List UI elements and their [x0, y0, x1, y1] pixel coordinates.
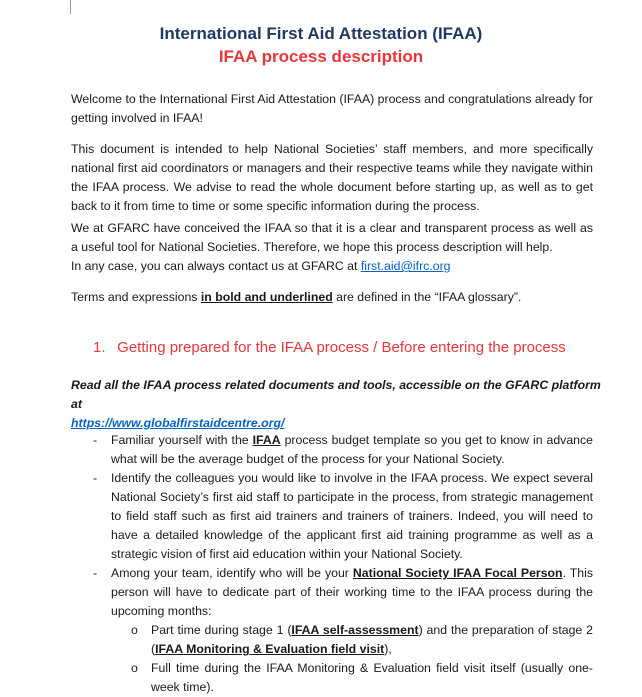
section-1-lead-text: Read all the IFAA process related documents and tools, accessible on the GFARC platform at — [71, 378, 601, 411]
self-assessment-term: IFAA self-assessment — [291, 623, 419, 637]
sub1-text-pre: Part time during stage 1 ( — [151, 623, 292, 637]
sub1-text-mid: ) and the preparation of stage 2 ( — [151, 623, 593, 656]
preparation-list — [93, 431, 593, 697]
section-1-title: Getting prepared for the IFAA process / Before entering the process — [117, 339, 566, 356]
b2-text: Identify the colleagues you would like to involve in the IFAA process. We expect several National Society’s first aid staff to participate in the process, from strategic management to field staff such as first aid trainers and trainers of trainers. Indeed, you will need to have a detailed knowledge of the applicant first aid training programme as well as a strategic vision of first aid education within your National Society. — [111, 471, 593, 561]
circle-bullet-icon: o — [131, 661, 138, 675]
sub-list-item — [111, 659, 593, 697]
document-title: International First Aid Attestation (IFAA) — [159, 24, 483, 43]
document-subtitle: IFAA process description — [218, 47, 424, 66]
b3-text-pre: Among your team, identify who will be your — [111, 566, 353, 580]
gfarc-paragraph-line: We at GFARC have conceived the IFAA so that it is a clear and transparent process as well as a useful tool for National Societies. Therefore, we hope this process description will help. — [71, 221, 593, 254]
terms-text-post: are defined in the “IFAA glossary”. — [332, 290, 522, 304]
sub2-text: Full time during the IFAA Monitoring & Evaluation field visit itself (usually one-week time). — [151, 661, 593, 694]
sub-list-item — [111, 621, 593, 659]
section-1-lead — [71, 376, 601, 433]
terms-bold-underlined: in bold and underlined — [200, 290, 333, 304]
email-link[interactable]: first.aid@ifrc.org — [360, 259, 451, 273]
list-item — [93, 469, 593, 564]
sub1-text-post: ), — [384, 642, 392, 656]
b1-text-pre: Familiar yourself with the — [111, 433, 253, 447]
purpose-paragraph: This document is intended to help National Societies’ staff members, and more specifically national first aid coordinators or managers and their respective teams while they navigate within the IFAA process. We advise to read the whole document before starting up, as well as to get back to it from time to time or some specific information during the process. — [71, 142, 593, 213]
b3-text-post: . This person will have to dedicate part of their working time to the IFAA process during the upcoming months: — [111, 566, 593, 618]
circle-bullet-icon: o — [131, 623, 138, 637]
contact-text: In any case, you can always contact us at GFARC at — [71, 259, 361, 273]
page-corner-mark — [70, 0, 71, 14]
focal-person-time-list — [111, 621, 593, 697]
section-1-heading — [93, 339, 566, 356]
field-visit-term: IFAA Monitoring & Evaluation field visit — [155, 642, 385, 656]
terms-text-pre: Terms and expressions — [71, 290, 201, 304]
contact-line — [71, 257, 593, 276]
terms-paragraph — [71, 288, 593, 307]
ifaa-term: IFAA — [252, 433, 281, 447]
b1-text-post: process budget template so you get to know in advance what will be the average budget of the process for your National Society. — [111, 433, 593, 466]
section-1-number: 1. — [93, 339, 106, 356]
focal-person-term: National Society IFAA Focal Person — [352, 566, 563, 580]
gfarc-platform-link[interactable]: https://www.globalfirstaidcentre.org/ — [71, 416, 285, 430]
list-item — [93, 564, 593, 697]
list-item — [93, 431, 593, 469]
welcome-paragraph: Welcome to the International First Aid Attestation (IFAA) process and congratulations already for getting involved in IFAA! — [71, 92, 593, 125]
gfarc-paragraph — [71, 219, 593, 276]
